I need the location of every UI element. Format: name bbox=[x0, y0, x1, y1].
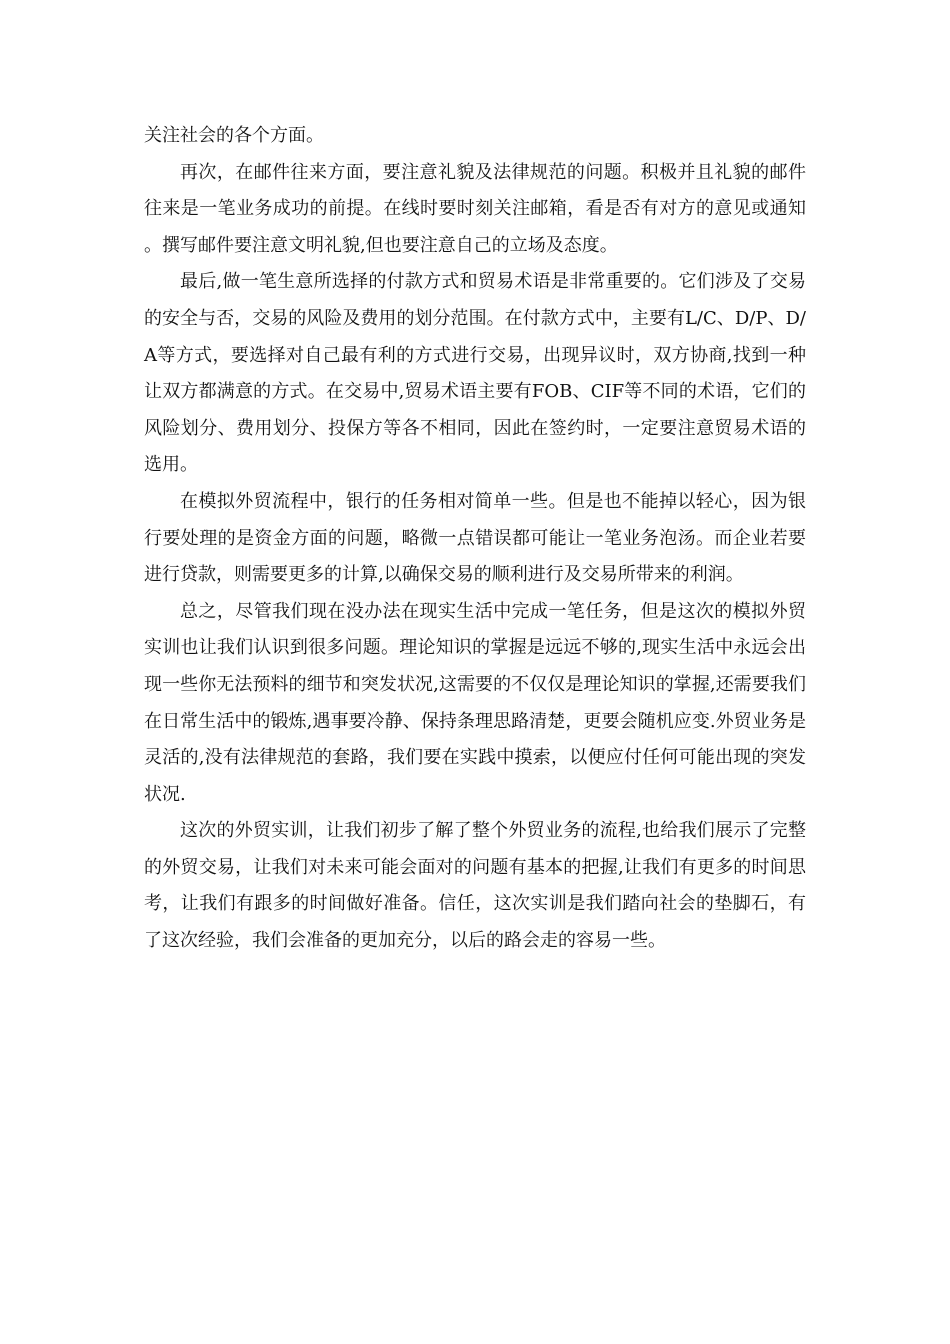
paragraph-3: 最后,做一笔生意所选择的付款方式和贸易术语是非常重要的。它们涉及了交易的安全与否，交易的风险及费用的划分范围。在付款方式中，主要有L/C、D/P、D/A等方式，要选择对自己最有利的方式进行交易，出现异议时，双方协商,找到一种让双方都满意的方式。在交易中,贸易术语主要有FOB、CIF等不同的术语，它们的风险划分、费用划分、投保方等各不相同，因此在签约时，一定要注意贸易术语的选用。 bbox=[144, 271, 806, 476]
paragraph-4: 在模拟外贸流程中，银行的任务相对简单一些。但是也不能掉以轻心，因为银行要处理的是资金方面的问题，略微一点错误都可能让一笔业务泡汤。而企业若要进行贷款，则需要更多的计算,以确保交易的顺利进行及交易所带来的利润。 bbox=[144, 490, 806, 586]
paragraph-6: 这次的外贸实训，让我们初步了解了整个外贸业务的流程,也给我们展示了完整的外贸交易，让我们对未来可能会面对的问题有基本的把握,让我们有更多的时间思考，让我们有跟多的时间做好准备。信任，这次实训是我们踏向社会的垫脚石，有了这次经验，我们会准备的更加充分，以后的路会走的容易一些。 bbox=[144, 820, 806, 952]
paragraph-1: 关注社会的各个方面。 bbox=[144, 125, 324, 146]
paragraph-5: 总之，尽管我们现在没办法在现实生活中完成一笔任务，但是这次的模拟外贸实训也让我们认识到很多问题。理论知识的掌握是远远不够的,现实生活中永远会出现一些你无法预料的细节和突发状况,这需要的不仅仅是理论知识的掌握,还需要我们在日常生活中的锻炼,遇事要冷静、保持条理思路清楚，更要会随机应变.外贸业务是灵活的,没有法律规范的套路，我们要在实践中摸索，以便应付任何可能出现的突发状况. bbox=[144, 600, 806, 805]
paragraph-2: 再次，在邮件往来方面，要注意礼貌及法律规范的问题。积极并且礼貌的邮件往来是一笔业务成功的前提。在线时要时刻关注邮箱，看是否有对方的意见或通知。撰写邮件要注意文明礼貌,但也要注意自己的立场及态度。 bbox=[144, 161, 806, 256]
document-page bbox=[144, 118, 806, 960]
